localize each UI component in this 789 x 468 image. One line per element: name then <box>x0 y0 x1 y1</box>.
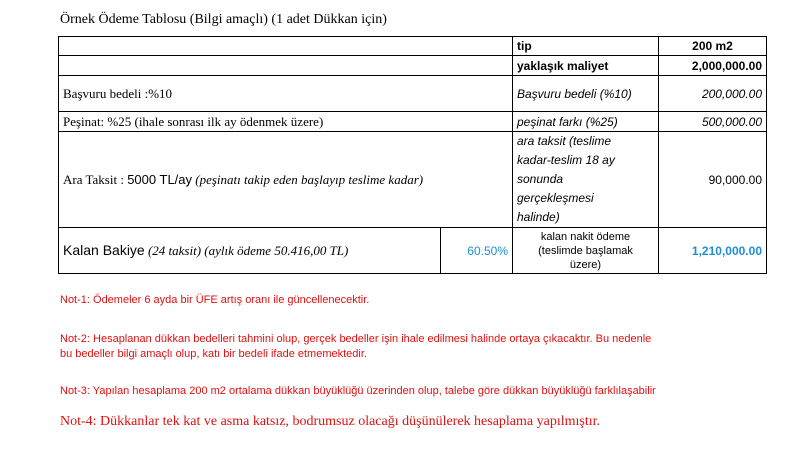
tip-label: tip <box>513 37 659 56</box>
table-row-maliyet <box>59 56 767 76</box>
kalan-value: 1,210,000.00 <box>659 228 767 274</box>
note-2-line-1: Not-2: Hesaplanan dükkan bedelleri tahmini olup, gerçek bedeller işin ihale edilmesi halinde ortaya çıkacaktır. Bu nedenle <box>60 333 652 345</box>
pesinat-label: peşinat farkı (%25) <box>513 112 659 132</box>
page-title: Örnek Ödeme Tablosu (Bilgi amaçlı) (1 adet Dükkan için) <box>60 12 387 27</box>
table-cell-empty <box>59 56 513 76</box>
ara-taksit-label-line: kadar-teslim 18 ay <box>517 153 615 167</box>
note-4: Not-4: Dükkanlar tek kat ve asma katsız, bodrumsuz olacağı düşünülerek hesaplama yapılmıştır. <box>60 414 601 429</box>
kalan-nakit-label <box>513 228 659 274</box>
basvuru-label: Başvuru bedeli (%10) <box>513 76 659 112</box>
ara-taksit-label-line: gerçekleşmesi <box>517 191 594 205</box>
table-row-header <box>59 37 767 56</box>
ara-taksit-label-line: sonunda <box>517 172 564 186</box>
kalan-note: (24 taksit) (aylık ödeme 50.416,00 TL) <box>144 242 349 258</box>
note-1: Not-1: Ödemeler 6 ayda bir ÜFE artış oranı ile güncellenecektir. <box>60 294 370 306</box>
ara-taksit-label-line: ara taksit (teslime <box>517 134 612 148</box>
basvuru-value: 200,000.00 <box>659 76 767 112</box>
maliyet-value: 2,000,000.00 <box>659 56 767 76</box>
ara-taksit-label-line: halinde) <box>517 210 560 224</box>
ara-taksit-value: 90,000.00 <box>659 132 767 228</box>
table-row-pesinat <box>59 112 767 132</box>
ara-taksit-amount: 5000 TL/ay <box>127 171 193 187</box>
kalan-percent: 60.50% <box>441 228 513 274</box>
kalan-nakit-line: (teslimde başlamak <box>538 244 633 257</box>
maliyet-label: yaklaşık maliyet <box>513 56 659 76</box>
pesinat-description: Peşinat: %25 (ihale sonrası ilk ay ödenmek üzere) <box>59 112 513 132</box>
table-row-ara-taksit <box>59 132 767 228</box>
ara-taksit-prefix: Ara Taksit : <box>63 171 128 187</box>
basvuru-description: Başvuru bedeli :%10 <box>59 76 513 112</box>
kalan-label: Kalan Bakiye <box>63 241 145 258</box>
note-3: Not-3: Yapılan hesaplama 200 m2 ortalama dükkan büyüklüğü üzerinden olup, talebe göre dükkan büyüklüğü farklılaşabilir <box>60 385 656 397</box>
ara-taksit-description <box>59 132 513 228</box>
kalan-nakit-line: kalan nakit ödeme <box>540 230 631 243</box>
pesinat-value: 500,000.00 <box>659 112 767 132</box>
ara-taksit-note: (peşinatı takip eden başlayıp teslime kadar) <box>192 171 424 187</box>
kalan-description <box>59 228 441 274</box>
table-cell-empty <box>59 37 513 56</box>
table-row-basvuru <box>59 76 767 112</box>
note-2-line-2: bu bedeller bilgi amaçlı olup, katı bir bedeli ifade etmemektedir. <box>60 348 367 360</box>
tip-value: 200 m2 <box>659 37 767 56</box>
kalan-nakit-line: üzere) <box>569 258 602 271</box>
table-row-kalan <box>59 228 767 274</box>
payment-table <box>58 36 767 274</box>
ara-taksit-label <box>513 132 659 228</box>
